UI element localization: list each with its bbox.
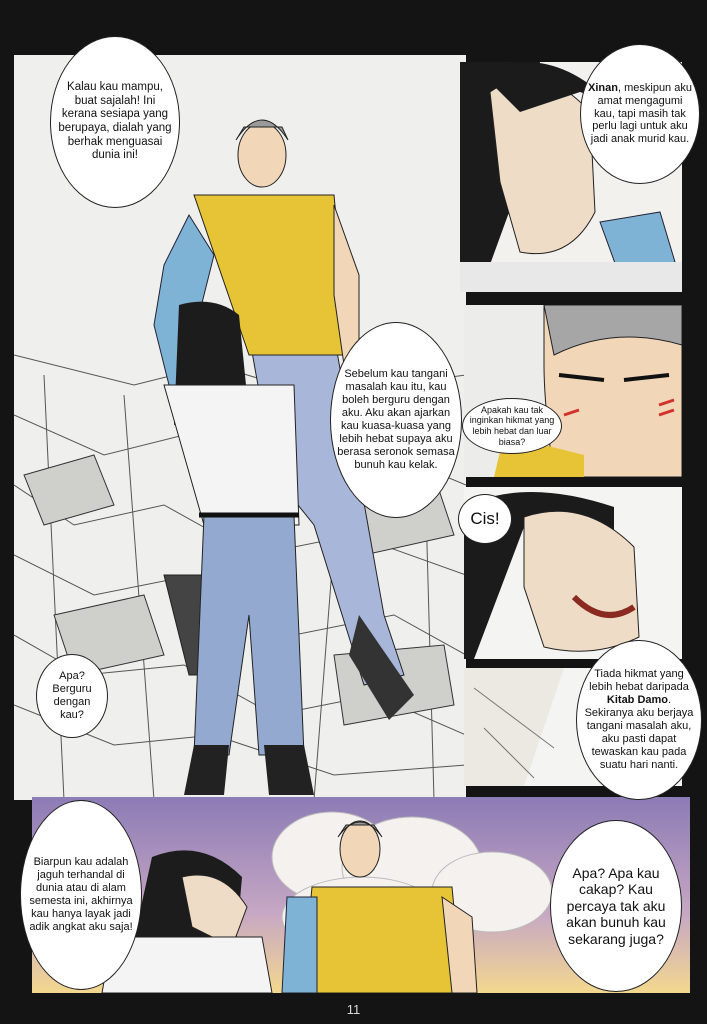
- speech-bubble-3: Sebelum kau tangani masalah kau itu, kau boleh berguru dengan aku. Aku akan ajarkan kau kuasa-kuasa yang lebih hebat supaya aku berasa seronok semasa bunuh kau kelak.: [330, 322, 462, 518]
- speech-bubble-1: Kalau kau mampu, buat sajalah! Ini kerana sesiapa yang berupaya, dialah yang berhak menguasai dunia ini!: [50, 36, 180, 208]
- speech-bubble-9: Apa? Apa kau cakap? Kau percaya tak aku akan bunuh kau sekarang juga?: [550, 820, 682, 992]
- name-xinan: Xinan: [588, 81, 618, 94]
- speech-bubble-7: Tiada hikmat yang lebih hebat daripada Kitab Damo. Sekiranya aku berjaya tangani masalah aku, aku pasti dapat tewaskan kau pada suatu hari nanti.: [576, 640, 702, 800]
- speech-bubble-8: Biarpun kau adalah jaguh terhandal di dunia atau di alam semesta ini, akhirnya kau hanya layak jadi adik angkat aku saja!: [20, 800, 142, 990]
- speech-bubble-2: Xinan, meskipun aku amat mengagumi kau, tapi masih tak perlu lagi untuk aku jadi anak murid kau.: [580, 44, 700, 184]
- speech-bubble-6: Apa? Berguru dengan kau?: [36, 654, 108, 738]
- kitab-damo-text: Kitab Damo: [606, 694, 669, 707]
- speech-bubble-4: Apakah kau tak inginkan hikmat yang lebih hebat dan luar biasa?: [462, 398, 562, 454]
- page-number: 11: [346, 1002, 361, 1017]
- speech-bubble-5: Cis!: [458, 494, 512, 544]
